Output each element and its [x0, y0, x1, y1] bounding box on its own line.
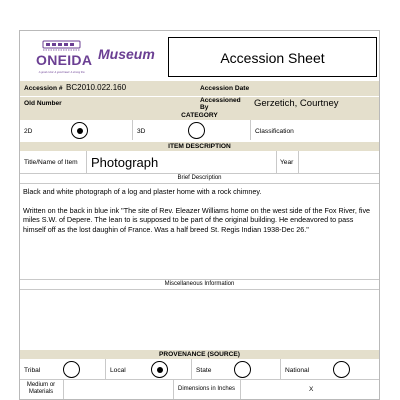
radio-selected-dot [157, 367, 163, 373]
provenance-local-label: Local [110, 367, 126, 374]
provenance-national-label: National [285, 367, 310, 374]
misc-info-field[interactable] [22, 291, 377, 349]
title-box [168, 37, 377, 77]
provenance-section-label: PROVENANCE (SOURCE) [159, 351, 240, 358]
provenance-tribal-label: Tribal [24, 367, 41, 374]
medium-label-line2: Materials [28, 389, 54, 395]
accession-number-label: Accession # [24, 85, 63, 92]
dimensions-height-field[interactable] [318, 381, 376, 397]
accession-date-field[interactable] [252, 83, 376, 94]
brief-description-label: Brief Description [177, 175, 222, 181]
radio-selected-dot [77, 128, 83, 134]
classification-label: Classification [255, 128, 294, 135]
provenance-state-radio[interactable] [234, 361, 251, 378]
old-number-label: Old Number [24, 100, 62, 107]
category-2d-radio[interactable] [71, 122, 88, 139]
brief-description-field[interactable] [23, 187, 377, 279]
logo-wordmark: ONEIDA [36, 52, 93, 68]
item-description-section-label: ITEM DESCRIPTION [168, 143, 231, 150]
category-3d-radio[interactable] [188, 122, 205, 139]
year-field[interactable] [300, 153, 376, 171]
provenance-tribal-radio[interactable] [63, 361, 80, 378]
title-name-field[interactable]: Photograph [91, 155, 159, 170]
logo-tagline: A good mind. A good heart. A strong fire. [38, 71, 86, 74]
dimensions-width-field[interactable] [242, 381, 306, 397]
museum-label: Museum [98, 46, 155, 62]
category-section-label: CATEGORY [181, 112, 218, 119]
accession-date-label: Accession Date [200, 85, 250, 92]
provenance-state-label: State [196, 367, 212, 374]
classification-field[interactable] [305, 122, 377, 138]
old-number-field[interactable] [66, 98, 186, 109]
sheet-title: Accession Sheet [220, 50, 325, 66]
accession-sheet [19, 30, 380, 400]
dimensions-separator: X [309, 386, 314, 393]
oneida-logo [24, 35, 100, 81]
provenance-national-radio[interactable] [333, 361, 350, 378]
brief-description-line-2: Written on the back in blue ink "The site of Rev. Eleazer Williams home on the west side of the Fox River, five miles S.W. of Depere. The lean to is supposed to be part of the original building. He endeavored to pass himself off as the lost daughin of France. Was a half breed St. Regis Indian 1938-Dec 26." [23, 205, 371, 234]
category-2d-label: 2D [24, 128, 33, 135]
title-name-label: Title/Name of Item [24, 159, 78, 166]
accession-number-field[interactable]: BC2010.022.160 [66, 83, 127, 92]
provenance-local-radio[interactable] [151, 361, 168, 378]
accessioned-by-label-line2: By [200, 104, 209, 111]
accessioned-by-label-line1: Accessioned [200, 97, 241, 104]
medium-materials-field[interactable] [65, 381, 171, 397]
category-3d-label: 3D [137, 128, 146, 135]
brief-description-line-1: Black and white photograph of a log and plaster home with a rock chimney. [23, 187, 262, 196]
year-label: Year [280, 159, 294, 166]
dimensions-label: Dimensions in Inches [178, 386, 236, 392]
accessioned-by-field[interactable]: Gerzetich, Courtney [254, 98, 339, 109]
medium-label-line1: Medium or [26, 382, 56, 388]
misc-info-label: Miscellaneous Information [164, 281, 235, 287]
